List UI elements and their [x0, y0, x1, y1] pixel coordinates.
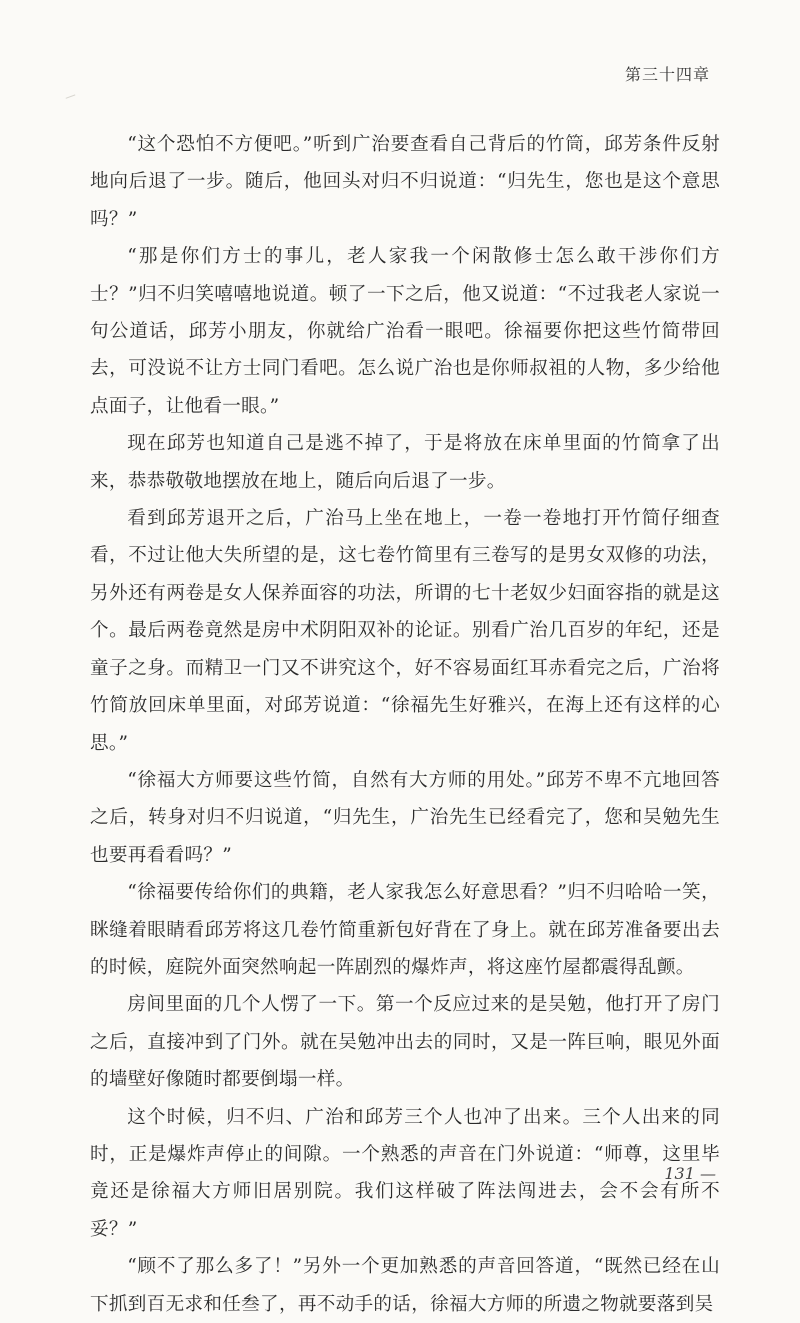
running-head-chapter: 第三十四章 [624, 65, 710, 84]
paragraph-3: 现在邱芳也知道自己是逃不掉了，于是将放在床单里面的竹简拿了出来，恭恭敬敬地摆放在地上，随后向后退了一步。 [90, 433, 720, 492]
paragraph-6: “徐福要传给你们的典籍，老人家我怎么好意思看？”归不归哈哈一笑，眯缝着眼睛看邱芳将这几卷竹简重新包好背在了身上。就在邱芳准备要出去的时候，庭院外面突然响起一阵剧烈的爆炸声，将这座竹屋都震得乱颤。 [90, 882, 720, 978]
paragraph-1: “这个恐怕不方便吧。”听到广治要查看自己背后的竹筒，邱芳条件反射地向后退了一步。随后，他回头对归不归说道：“归先生，您也是这个意思吗？” [90, 134, 720, 230]
body-text [90, 126, 720, 1323]
paragraph-7: 房间里面的几个人愣了一下。第一个反应过来的是吴勉，他打开了房门之后，直接冲到了门外。就在吴勉冲出去的同时，又是一阵巨响，眼见外面的墙壁好像随时都要倒塌一样。 [90, 994, 720, 1091]
paragraph-2: “那是你们方士的事儿，老人家我一个闲散修士怎么敢干涉你们方士？”归不归笑嘻嘻地说道。顿了一下之后，他又说道：“不过我老人家说一句公道话，邱芳小朋友，你就给广治看一眼吧。徐福要你把这些竹简带回去，可没说不让方士同门看吧。怎么说广治也是你师叔祖的人物，多少给他点面子，让他看一眼。” [90, 246, 720, 417]
page-number: 131 — [664, 1164, 716, 1183]
paragraph-4: 看到邱芳退开之后，广治马上坐在地上，一卷一卷地打开竹简仔细查看，不过让他大失所望的是，这七卷竹简里有三卷写的是男女双修的功法，另外还有两卷是女人保养面容的功法，所谓的七十老奴少妇面容指的就是这个。最后两卷竟然是房中术阴阳双补的论证。别看广治几百岁的年纪，还是童子之身。而精卫一门又不讲究这个，好不容易面红耳赤看完之后，广治将竹简放回床单里面，对邱芳说道：“徐福先生好雅兴，在海上还有这样的心思。” [90, 508, 720, 754]
scan-mark [66, 94, 77, 101]
paragraph-5: “徐福大方师要这些竹简，自然有大方师的用处。”邱芳不卑不亢地回答之后，转身对归不归说道，“归先生，广治先生已经看完了，您和吴勉先生也要再看看吗？” [90, 769, 720, 866]
paragraph-8: 这个时候，归不归、广治和邱芳三个人也冲了出来。三个人出来的同时，正是爆炸声停止的间隙。一个熟悉的声音在门外说道：“师尊，这里毕竟还是徐福大方师旧居别院。我们这样破了阵法闯进去，会不会有所不妥？” [90, 1106, 720, 1240]
paragraph-9: “顾不了那么多了！”另外一个更加熟悉的声音回答道，“既然已经在山下抓到百无求和任叁了，再不动手的话，徐福大方师的所遗之物就要落到吴 [90, 1256, 720, 1315]
